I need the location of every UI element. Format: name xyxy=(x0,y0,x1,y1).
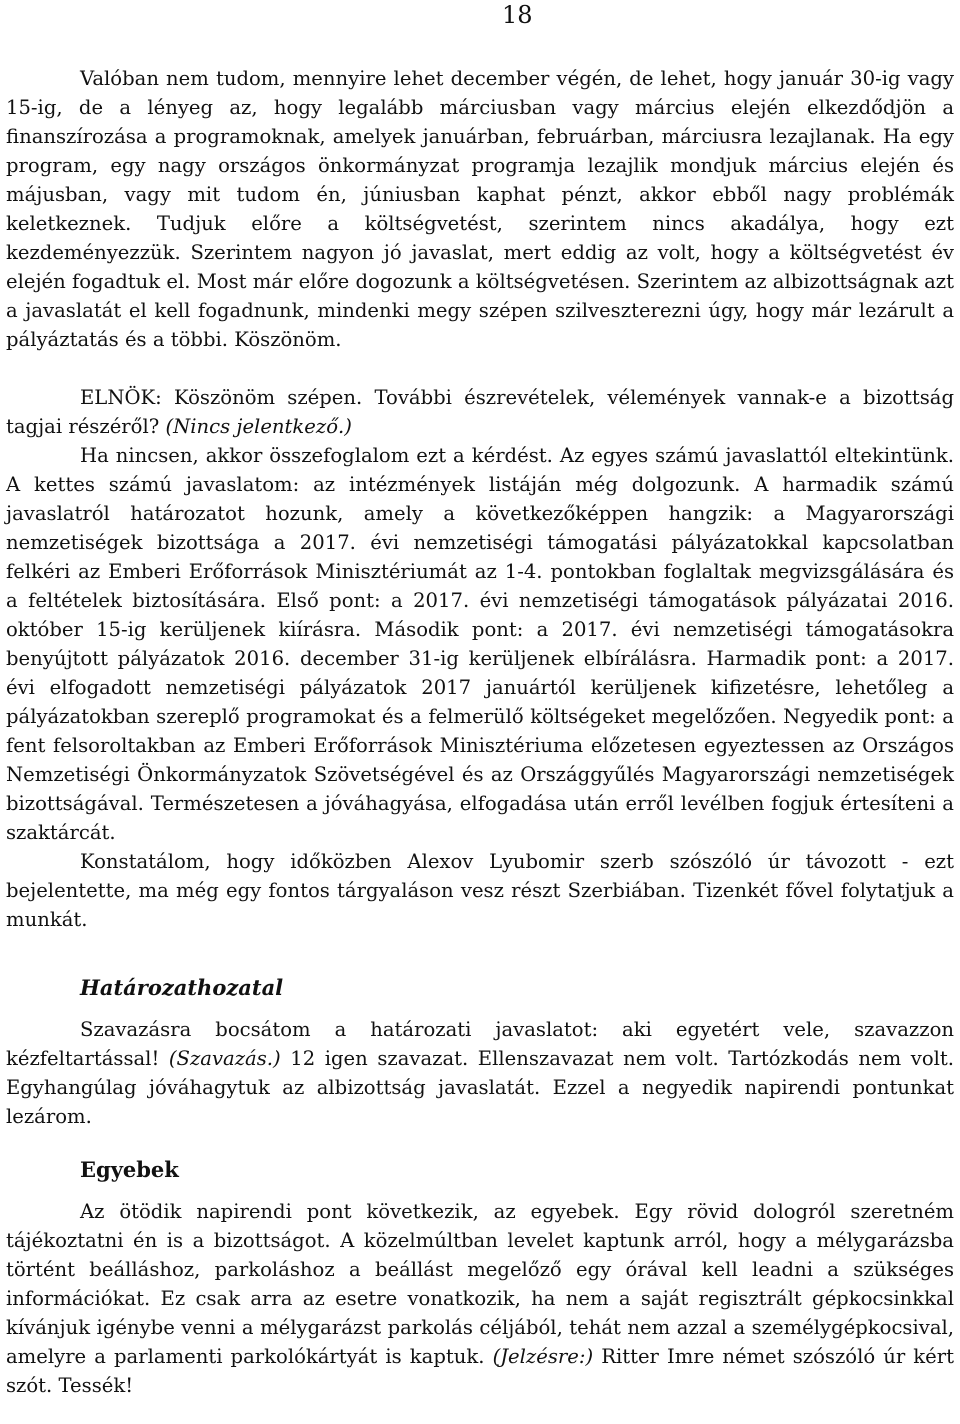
paragraph-chair-summary xyxy=(6,441,954,847)
paragraph-text: Szavazásra bocsátom a határozati javaslatot: aki egyetért vele, szavazzon kézfeltartással! xyxy=(6,1018,954,1070)
document-body xyxy=(6,64,954,1400)
paragraph-text: Az ötödik napirendi pont következik, az egyebek. Egy rövid dologról szeretném tájékoztatni én is a bizottságot. A közelmúltban levelet kaptunk arról, hogy a mélygarázsba történt beálláshoz, parkoláshoz a beállást megelőző egy órával kell leadni a szükséges információkat. Ez csak arra az esetre vonatkozik, ha nem a saját regisztrált gépkocsinkkal kívánjuk igénybe venni a mélygarázst parkolás céljából, tehát nem azzal a személygépkocsival, amelyre a parlamenti parkolókártyát is kaptuk. xyxy=(6,1200,954,1368)
stage-note: (Szavazás.) xyxy=(168,1047,281,1070)
paragraph-text: Konstatálom, hogy időközben Alexov Lyubomir szerb szószóló úr távozott - ezt bejelentette, ma még egy fontos tárgyaláson vesz részt Szerbiában. Tizenkét fővel folytatjuk a munkát. xyxy=(6,850,954,931)
section-heading-other: Egyebek xyxy=(80,1157,179,1182)
paragraph-text: ELNÖK: Köszönöm szépen. További észrevételek, vélemények vannak-e a bizottság tagjai részéről? xyxy=(6,386,954,438)
section-heading-decision: Határozathozatal xyxy=(80,975,284,1000)
paragraph-text: Ritter Imre német szószóló úr kért szót. Tessék! xyxy=(6,1345,954,1397)
paragraph-other-business xyxy=(6,1197,954,1400)
stage-note: (Nincs jelentkező.) xyxy=(165,415,352,438)
page-number: 18 xyxy=(502,1,533,29)
paragraph-text: 12 igen szavazat. Ellenszavazat nem volt. Tartózkodás nem volt. Egyhangúlag jóváhagytuk az albizottság javaslatát. Ezzel a negyedik napirendi pontunkat lezárom. xyxy=(6,1047,954,1128)
paragraph-vote xyxy=(6,1015,954,1131)
paragraph-departure-note xyxy=(6,847,954,934)
paragraph-text: Ha nincsen, akkor összefoglalom ezt a kérdést. Az egyes számú javaslattól eltekintünk. A kettes számú javaslatom: az intézmények listáján még dolgozunk. A harmadik számú javaslatról határozatot hozunk, amely a következőképpen hangzik: a Magyarországi nemzetiségek bizottsága a 2017. évi nemzetiségi támogatási pályázatokkal kapcsolatban felkéri az Emberi Erőforrások Minisztériumát az 1-4. pontokban foglaltak megvizsgálására és a feltételek biztosítására. Első pont: a 2017. évi nemzetiségi támogatások pályázatai 2016. október 15-ig kerüljenek kiírásra. Második pont: a 2017. évi nemzetiségi támogatásokra benyújtott pályázatok 2016. december 31-ig kerüljenek elbírálásra. Harmadik pont: a 2017. évi elfogadott nemzetiségi pályázatok 2017 januártól kerüljenek kifizetésre, lehetőleg a pályázatokban szereplő programokat és a felmerülő költségeket megelőzően. Negyedik pont: a fent felsoroltakban az Emberi Erőforrások Minisztériuma előzetesen egyeztessen az Országos Nemzetiségi Önkormányzatok Szövetségével és az Országgyűlés Magyarországi nemzetiségek bizottságával. Természetesen a jóváhagyása, elfogadása után erről levélben fogjuk értesíteni a szaktárcát. xyxy=(6,444,954,844)
paragraph-text: Valóban nem tudom, mennyire lehet december végén, de lehet, hogy január 30-ig vagy 15-ig, de a lényeg az, hogy legalább márciusban vagy március elején elkezdődjön a finanszírozása a programoknak, amelyek januárban, februárban, márciusra lezajlanak. Ha egy program, egy nagy országos önkormányzat programja lezajlik mondjuk március elején és májusban, vagy mit tudom én, júniusban kaphat pénzt, akkor ebből nagy problémák keletkeznek. Tudjuk előre a költségvetést, szerintem nincs akadálya, hogy ezt kezdeményezzük. Szerintem nagyon jó javaslat, mert eddig az volt, hogy a költségvetést év elején fogadtuk el. Most már előre dogozunk a költségvetésen. Szerintem az albizottságnak azt a javaslatát el kell fogadnunk, mindenki megy szépen szilveszterezni úgy, hogy már lezárult a pályáztatás és a többi. Köszönöm. xyxy=(6,67,954,351)
paragraph-chair-question xyxy=(6,383,954,441)
stage-note: (Jelzésre:) xyxy=(492,1345,594,1368)
paragraph-speaker-statement xyxy=(6,64,954,354)
